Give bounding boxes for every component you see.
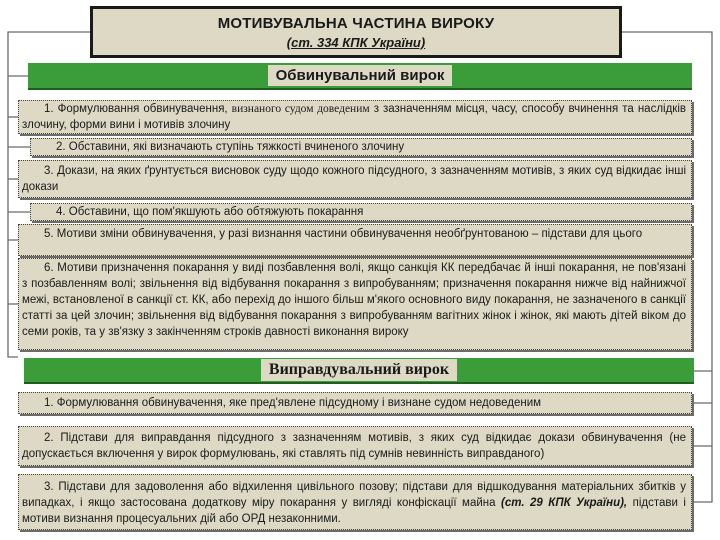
accusatory-item-4-text: 4. Обставини, що пом'якшують або обтяжують покарання (56, 206, 364, 218)
accusatory-item-3 (18, 160, 692, 198)
accusatory-item-2 (30, 138, 692, 156)
accusatory-item-1-text-a: 1. Формулювання обвинувачення, (44, 103, 232, 115)
accusatory-item-5 (18, 224, 692, 256)
accusatory-item-1-text-b: визнаного судом доведеним (231, 103, 370, 115)
title-article-reference: (ст. 334 КПК України) (286, 35, 426, 50)
acquittal-verdict-header (24, 358, 694, 384)
acquittal-item-3-text-a: 3. Підстави для задоволення або відхилення цивільного позову; підстави для відшкодування матеріальних збитків у випадках, і якщо застосована додаткову міру покарання у вигляді конфіскації майна (22, 481, 686, 509)
acquittal-item-2-text: 2. Підстави для виправдання підсудного з зазначенням мотивів, з яких суд відкидає докази обвинувачення (не допускається включення у вирок формулювань, які ставлять під сумнів невинність виправданого) (22, 432, 686, 460)
acquittal-item-3 (18, 474, 692, 530)
acquittal-item-3-text-c: підстави і мотиви визнання процесуальних дій або ОРД незаконними. (22, 497, 686, 525)
accusatory-item-4 (30, 203, 692, 221)
accusatory-item-5-text: 5. Мотиви зміни обвинувачення, у разі визнання частини обвинувачення необґрунтованою – підстави для цього (44, 228, 643, 240)
acquittal-item-1 (18, 392, 692, 414)
accusatory-item-1-text-c: з зазначенням місця, часу, способу вчинення та наслідків злочину, форми вини і мотивів злочину (22, 103, 686, 131)
accusatory-item-6-text: 6. Мотиви призначення покарання у виді позбавлення волі, якщо санкція КК передбачає й інші покарання, не пов'язані з позбавленням волі; звільнення від відбування покарання з випробуванням; призначення покарання нижче від найнижчої межі, встановленої в санкції ст. КК, або перехід до іншого більш м'якого основного виду покарання, не зазначеного в санкції статті за цей злочин; звільнення від відбування покарання з випробуванням вагітних жінок і жінок, які мають дітей віком до семи років, та у зв'язку з закінченням строків давності виконання вироку (22, 262, 686, 338)
acquittal-item-3-article-ref: (ст. 29 КПК України), (501, 497, 628, 509)
acquittal-item-1-text: 1. Формулювання обвинувачення, яке пред'явлене підсудному і визнане судом недоведеним (44, 397, 542, 409)
title-main: МОТИВУВАЛЬНА ЧАСТИНА ВИРОКУ (217, 15, 495, 32)
acquittal-verdict-title: Виправдувальний вирок (261, 359, 457, 381)
accusatory-item-6 (18, 258, 692, 350)
accusatory-item-1 (18, 100, 692, 134)
accusatory-item-3-text: 3. Докази, на яких ґрунтується висновок суду щодо кожного підсудного, з зазначенням мотивів, з яких суд відкидає інші докази (22, 165, 686, 193)
acquittal-item-2 (18, 426, 692, 466)
accusatory-verdict-title: Обвинувальний вирок (268, 65, 453, 86)
accusatory-verdict-header (28, 63, 692, 90)
title-box (90, 6, 622, 58)
accusatory-item-2-text: 2. Обставини, які визначають ступінь тяжкості вчиненого злочину (56, 141, 405, 153)
